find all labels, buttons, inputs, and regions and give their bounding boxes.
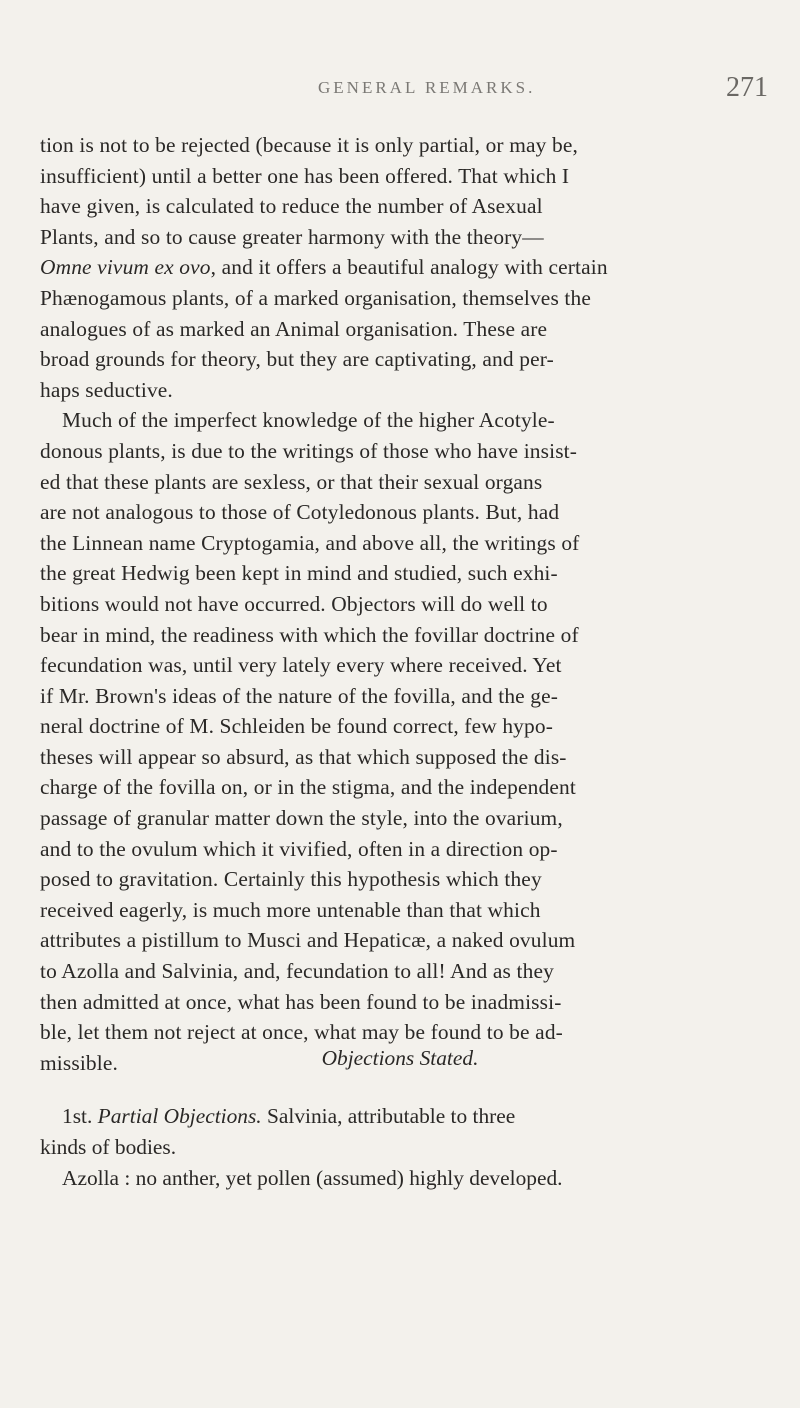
text-line: the great Hedwig been kept in mind and studied, such exhi- [40,561,558,586]
text-line: bitions would not have occurred. Objectors will do well to [40,591,548,616]
text-line: the Linnean name Cryptogamia, and above all, the writings of [40,530,580,555]
body-text [40,130,768,1078]
text-line: then admitted at once, what has been found to be inadmissi- [40,989,562,1014]
text-line: if Mr. Brown's ideas of the nature of the fovilla, and the ge- [40,683,559,708]
text-line: Phænogamous plants, of a marked organisation, themselves the [40,285,592,310]
text-line: neral doctrine of M. Schleiden be found correct, few hypo- [40,714,553,739]
objection-line: Azolla : no anther, yet pollen (assumed) highly developed. [62,1166,563,1190]
text-line [40,222,768,253]
text-line: to Azolla and Salvinia, and, fecundation to all! And as they [40,959,554,984]
text-line: passage of granular matter down the style, into the ovarium, [40,806,563,831]
text-line: posed to gravitation. Certainly this hypothesis which they [40,867,542,892]
text-line: missible. [40,1050,119,1075]
text-line: received eagerly, is much more untenable than that which [40,897,541,922]
text-line: haps seductive. [40,377,173,402]
text-line: donous plants, is due to the writings of those who have insist- [40,438,578,463]
text-line: are not analogous to those of Cotyledonous plants. But, had [40,500,560,525]
text-line: analogues of as marked an Animal organisation. These are [40,316,548,341]
page-header [0,72,800,118]
running-head: GENERAL REMARKS. [318,78,536,97]
text-line: insufficient) until a better one has been offered. That which I [40,163,570,188]
paragraph-2 [40,405,768,1078]
objection-line: kinds of bodies. [40,1135,177,1159]
text-line [40,252,768,283]
paragraph-1 [40,130,768,405]
objection-line [40,1101,768,1132]
text-line: and to the ovulum which it vivified, often in a direction op- [40,836,558,861]
text-line: ed that these plants are sexless, or that their sexual organs [40,469,543,494]
text-line: fecundation was, until very lately every where received. Yet [40,653,562,678]
text-line: charge of the fovilla on, or in the stigma, and the independent [40,775,576,800]
text-line: ble, let them not reject at once, what may be found to be ad- [40,1020,563,1045]
page-number: 271 [726,72,768,103]
latin-phrase: Omne vivum ex ovo [40,255,211,280]
text-segment: , and it offers a beautiful analogy with certain [210,255,608,280]
objection-title: Partial Objections. [97,1104,262,1128]
text-line: tion is not to be rejected (because it is only partial, or may be, [40,133,578,157]
text-line: bear in mind, the readiness with which the fovillar doctrine of [40,622,579,647]
text-line: attributes a pistillum to Musci and Hepaticæ, a naked ovulum [40,928,576,953]
text-segment: Plants, and so to cause greater harmony with the theory— [40,224,544,249]
text-line: broad grounds for theory, but they are captivating, and per- [40,347,554,372]
section-heading: Objections Stated. [321,1046,479,1070]
text-line: Much of the imperfect knowledge of the higher Acotyle- [62,408,555,433]
objection-text: Salvinia, attributable to three [261,1104,516,1128]
objection-number: 1st. [62,1104,93,1128]
objections-list [40,1101,768,1194]
text-line: have given, is calculated to reduce the number of Asexual [40,194,543,219]
text-line: theses will appear so absurd, as that which supposed the dis- [40,744,567,769]
